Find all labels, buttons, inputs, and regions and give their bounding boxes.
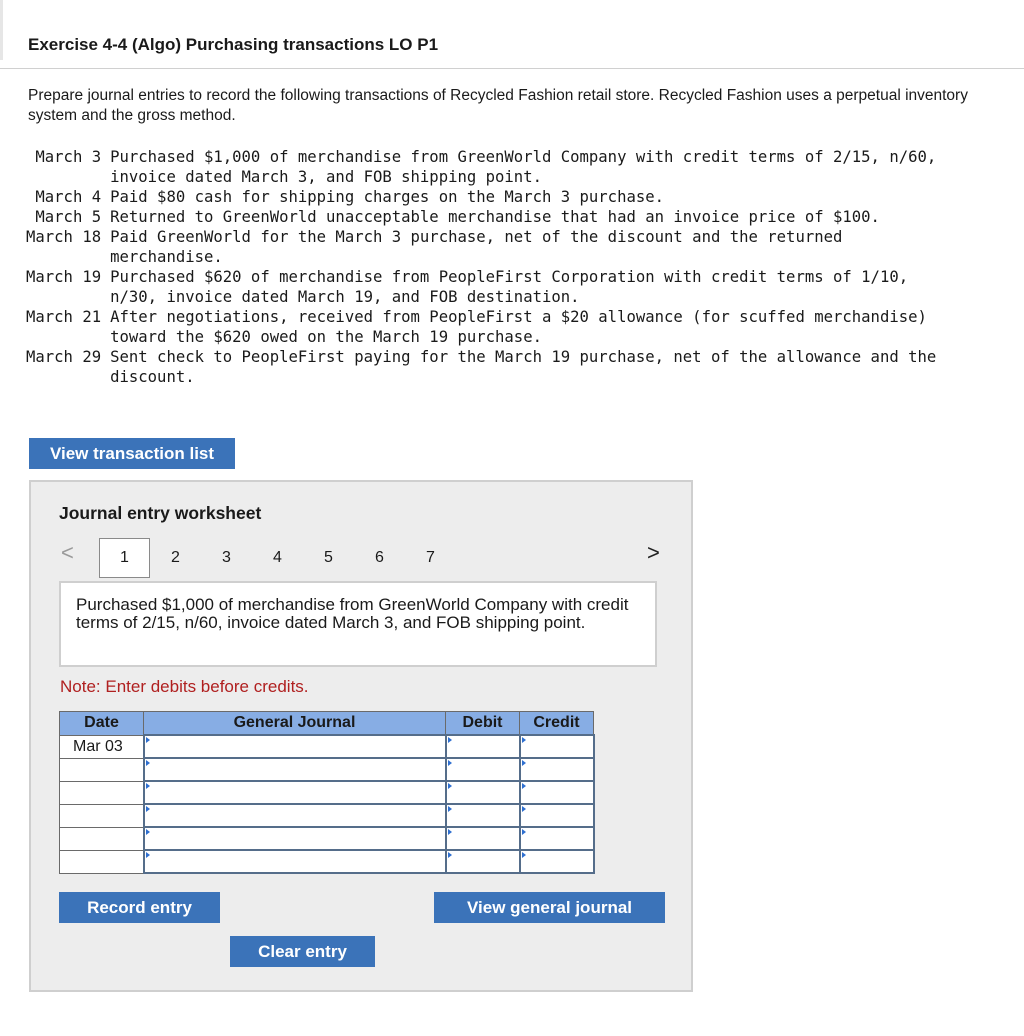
chevron-left-icon[interactable]: < — [61, 540, 74, 565]
page-tab-1[interactable]: 1 — [99, 538, 150, 578]
transaction-date: March 21 — [26, 308, 102, 326]
transaction-text: Sent check to PeopleFirst paying for the March 19 purchase, net of the allowance and the discount. — [110, 348, 937, 386]
exercise-instructions: Prepare journal entries to record the following transactions of Recycled Fashion retail store. Recycled Fashion uses a perpetual inventory system and the gross method. — [28, 87, 968, 124]
clear-entry-button[interactable]: Clear entry — [230, 936, 375, 967]
transaction-date: March 19 — [26, 268, 102, 286]
credit-input[interactable] — [520, 758, 594, 781]
date-cell — [60, 850, 144, 873]
debit-input[interactable] — [446, 781, 520, 804]
transaction-row — [26, 207, 940, 227]
transaction-date: March 29 — [26, 348, 102, 366]
record-entry-button[interactable]: Record entry — [59, 892, 220, 923]
journal-row — [60, 850, 594, 873]
general-journal-column-header: General Journal — [144, 712, 446, 736]
page-tab-4[interactable]: 4 — [273, 549, 282, 566]
transaction-row — [26, 187, 940, 207]
worksheet-title: Journal entry worksheet — [59, 503, 262, 523]
transaction-text: Purchased $620 of merchandise from PeopleFirst Corporation with credit terms of 1/10, n/30, invoice dated March 19, and FOB destination. — [110, 268, 909, 306]
credit-input[interactable] — [520, 827, 594, 850]
journal-table — [59, 711, 595, 874]
transaction-text: Paid $80 cash for shipping charges on the March 3 purchase. — [110, 188, 665, 206]
debit-input[interactable] — [446, 758, 520, 781]
view-transaction-list-button[interactable]: View transaction list — [29, 438, 235, 469]
credit-column-header: Credit — [520, 712, 594, 736]
date-cell: Mar 03 — [60, 735, 144, 758]
page-tab-6[interactable]: 6 — [375, 549, 384, 566]
journal-row — [60, 804, 594, 827]
chevron-right-icon[interactable]: > — [647, 540, 660, 565]
journal-row — [60, 827, 594, 850]
journal-header-row — [60, 712, 594, 736]
account-input[interactable] — [144, 827, 446, 850]
transaction-description: Purchased $1,000 of merchandise from GreenWorld Company with credit terms of 2/15, n/60, invoice dated March 3, and FOB shipping point. — [59, 581, 657, 667]
account-input[interactable] — [144, 758, 446, 781]
page-tab-7[interactable]: 7 — [426, 549, 435, 566]
credit-input[interactable] — [520, 850, 594, 873]
account-input[interactable] — [144, 804, 446, 827]
debit-input[interactable] — [446, 804, 520, 827]
account-input[interactable] — [144, 735, 446, 758]
view-general-journal-button[interactable]: View general journal — [434, 892, 665, 923]
date-cell — [60, 781, 144, 804]
transaction-row — [26, 227, 940, 267]
transaction-text: Paid GreenWorld for the March 3 purchase, net of the discount and the returned merchandise. — [110, 228, 843, 266]
transaction-text: Returned to GreenWorld unacceptable merchandise that had an invoice price of $100. — [110, 208, 880, 226]
debit-column-header: Debit — [446, 712, 520, 736]
account-input[interactable] — [144, 850, 446, 873]
page-tab-3[interactable]: 3 — [222, 549, 231, 566]
transaction-date: March 5 — [35, 208, 102, 226]
date-cell — [60, 758, 144, 781]
journal-row — [60, 781, 594, 804]
journal-row — [60, 758, 594, 781]
transaction-date: March 3 — [35, 148, 102, 166]
date-column-header: Date — [60, 712, 144, 736]
left-accent-bar — [0, 0, 3, 60]
transaction-text: After negotiations, received from PeopleFirst a $20 allowance (for scuffed merchandise) toward the $620 owed on the March 19 purchase. — [110, 308, 927, 346]
transaction-date: March 18 — [26, 228, 102, 246]
transaction-list — [26, 147, 940, 387]
journal-entry-worksheet — [29, 480, 693, 992]
transaction-row — [26, 307, 940, 347]
transaction-text: Purchased $1,000 of merchandise from GreenWorld Company with credit terms of 2/15, n/60, invoice dated March 3, and FOB shipping point. — [110, 148, 937, 186]
debit-input[interactable] — [446, 827, 520, 850]
debit-input[interactable] — [446, 850, 520, 873]
exercise-title: Exercise 4-4 (Algo) Purchasing transactions LO P1 — [28, 35, 439, 54]
credit-input[interactable] — [520, 735, 594, 758]
entry-note: Note: Enter debits before credits. — [60, 677, 309, 696]
transaction-date: March 4 — [35, 188, 102, 206]
title-divider — [0, 68, 1024, 69]
page-tab-2[interactable]: 2 — [171, 549, 180, 566]
worksheet-pagination — [99, 538, 456, 578]
transaction-row — [26, 147, 940, 187]
date-cell — [60, 827, 144, 850]
transaction-row — [26, 347, 940, 387]
transaction-row — [26, 267, 940, 307]
account-input[interactable] — [144, 781, 446, 804]
debit-input[interactable] — [446, 735, 520, 758]
page-tab-5[interactable]: 5 — [324, 549, 333, 566]
date-cell — [60, 804, 144, 827]
credit-input[interactable] — [520, 781, 594, 804]
journal-row — [60, 735, 594, 758]
credit-input[interactable] — [520, 804, 594, 827]
